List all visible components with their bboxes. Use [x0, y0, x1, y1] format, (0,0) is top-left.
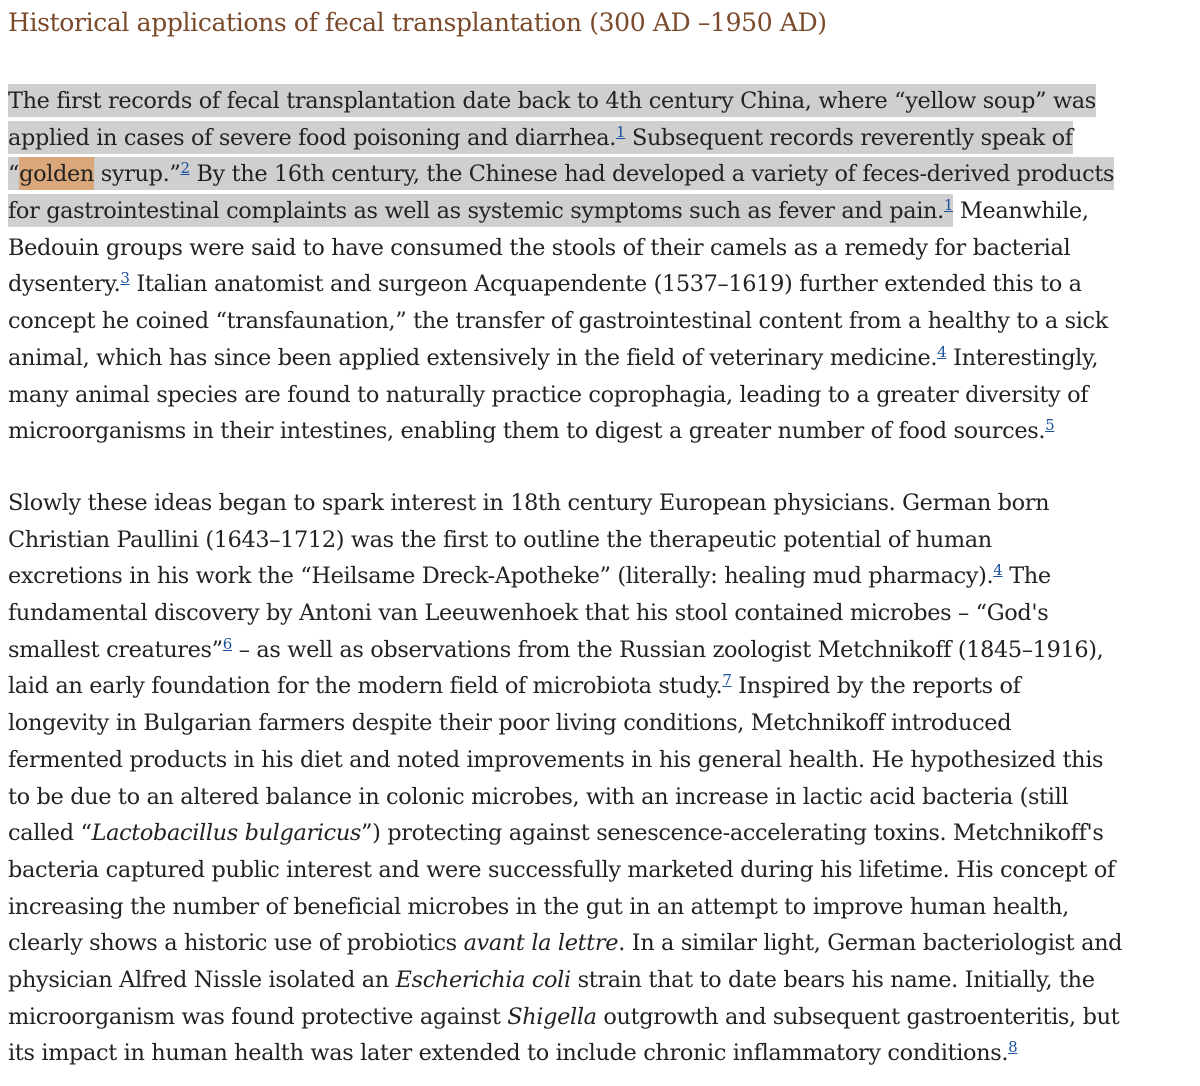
text-run: outgrowth and subsequent gastroenteritis, but [596, 1003, 1120, 1030]
text-run: ”) protecting against senescence-accelerating toxins. Metchnikoff's [361, 820, 1104, 847]
text-line: fundamental discovery by Antoni van Leeuwenhoek that his stool contained microbes – “God's [8, 600, 1049, 627]
text-line: many animal species are found to naturally practice coprophagia, leading to a greater diversity of [8, 381, 1089, 408]
text-line [8, 83, 1114, 120]
text-line [8, 815, 1122, 852]
paragraph-ancient-history [8, 83, 1114, 450]
text-line: longevity in Bulgarian farmers despite their poor living conditions, Metchnikoff introduced [8, 710, 1012, 737]
text-run: smallest creatures” [8, 636, 223, 663]
reference-link-7[interactable]: 7 [722, 671, 732, 690]
reference-link-8[interactable]: 8 [1008, 1038, 1018, 1057]
text-line [8, 120, 1114, 157]
text-run: By the 16th century, the Chinese had developed a variety of feces-derived products [189, 161, 1115, 188]
text-run: clearly shows a historic use of probiotics [8, 930, 464, 957]
reference-link-3[interactable]: 3 [120, 269, 130, 288]
text-line [8, 999, 1122, 1036]
text-run: Meanwhile, [953, 198, 1089, 225]
text-run: strain that to date bears his name. Initially, the [570, 966, 1095, 993]
text-run: animal, which has since been applied extensively in the field of veterinary medicine. [8, 344, 938, 371]
text-run: Inspired by the reports of [731, 673, 1021, 700]
text-run: The [1002, 563, 1051, 590]
text-run: applied in cases of severe food poisoning and diarrhea. [8, 124, 617, 151]
italic-phrase: avant la lettre [463, 930, 619, 957]
species-name: Lactobacillus bulgaricus [91, 820, 362, 847]
text-run: called “ [8, 820, 92, 847]
text-line [8, 413, 1114, 450]
text-line [8, 632, 1122, 669]
text-run: physician Alfred Nissle isolated an [8, 966, 396, 993]
text-line: fermented products in his diet and noted improvements in his general health. He hypothesized this [8, 746, 1104, 773]
text-run: “ [8, 161, 20, 188]
text-line [8, 668, 1122, 705]
text-line [8, 193, 1114, 230]
reference-link-5[interactable]: 5 [1045, 416, 1055, 435]
text-line: increasing the number of beneficial microbes in the gut in an attempt to improve human health, [8, 893, 1069, 920]
text-line [8, 1035, 1122, 1072]
text-run: laid an early foundation for the modern field of microbiota study. [8, 673, 723, 700]
text-run: Subsequent records reverently speak of [625, 124, 1073, 151]
text-run: excretions in his work the “Heilsame Dreck-Apotheke” (literally: healing mud pharmacy). [8, 563, 994, 590]
text-run: for gastrointestinal complaints as well as systemic symptoms such as fever and pain. [8, 198, 944, 225]
text-run: . In a similar light, German bacteriologist and [618, 930, 1123, 957]
reference-link-6[interactable]: 6 [222, 634, 232, 653]
text-run: syrup.” [94, 161, 181, 188]
text-run: microorganisms in their intestines, enabling them to digest a greater number of food sources. [8, 418, 1046, 445]
text-line: Bedouin groups were said to have consumed the stools of their camels as a remedy for bacterial [8, 234, 1071, 261]
text-run: Interestingly, [946, 344, 1099, 371]
text-run: dysentery. [8, 271, 121, 298]
text-run: – as well as observations from the Russian zoologist Metchnikoff (1845–1916), [231, 636, 1104, 663]
section-heading: Historical applications of fecal transplantation (300 AD –1950 AD) [8, 8, 827, 37]
text-run: its impact in human health was later extended to include chronic inflammatory conditions. [8, 1040, 1009, 1067]
selected-text[interactable]: The first records of fecal transplantation date back to 4th century China, where “yellow soup” was [8, 84, 1096, 117]
text-line [8, 156, 1114, 193]
text-run: Italian anatomist and surgeon Acquapendente (1537–1619) further extended this to a [129, 271, 1082, 298]
text-line [8, 340, 1114, 377]
text-run: microorganism was found protective against [8, 1003, 508, 1030]
text-line [8, 925, 1122, 962]
species-name: Escherichia coli [395, 966, 571, 993]
reference-link-2[interactable]: 2 [180, 159, 190, 178]
paragraph-european-physicians [8, 485, 1122, 1072]
text-line: to be due to an altered balance in colonic microbes, with an increase in lactic acid bacteria (still [8, 783, 1069, 810]
text-line [8, 558, 1122, 595]
text-line: Christian Paullini (1643–1712) was the first to outline the therapeutic potential of human [8, 526, 992, 553]
text-line: concept he coined “transfaunation,” the transfer of gastrointestinal content from a healthy to a sick [8, 308, 1108, 335]
species-name: Shigella [507, 1003, 597, 1030]
selected-text[interactable] [8, 157, 1114, 190]
reference-link-4[interactable]: 4 [937, 342, 947, 361]
text-line [8, 962, 1122, 999]
text-line [8, 266, 1114, 303]
highlighted-word[interactable]: golden [19, 157, 94, 190]
text-line: bacteria captured public interest and were successfully marketed during his lifetime. His concept of [8, 856, 1115, 883]
selected-text[interactable] [8, 121, 1073, 154]
reference-link-1[interactable]: 1 [943, 196, 954, 215]
reference-link-1[interactable]: 1 [616, 122, 626, 141]
selected-text[interactable] [8, 194, 953, 227]
reference-link-4[interactable]: 4 [993, 561, 1003, 580]
text-line: Slowly these ideas began to spark interest in 18th century European physicians. German born [8, 490, 1050, 516]
